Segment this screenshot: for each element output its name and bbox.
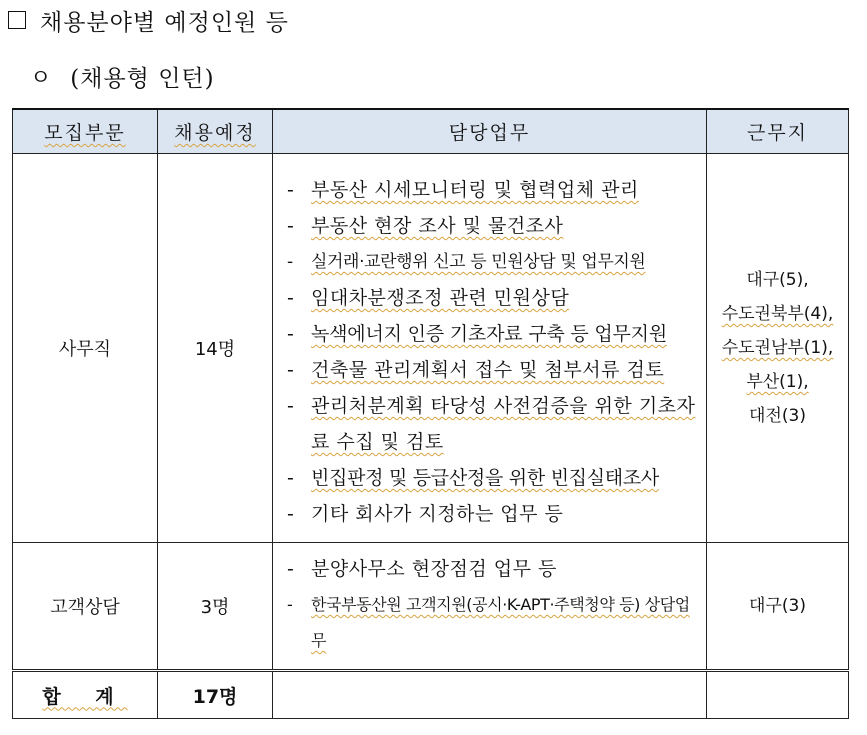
table-header-row	[13, 109, 849, 154]
sub-heading	[30, 58, 215, 94]
header-count: 채용예정	[158, 109, 273, 154]
location-item: 부산(1),	[746, 372, 809, 392]
header-duties: 담당업무	[273, 109, 707, 154]
total-row	[13, 671, 849, 719]
location-cell	[707, 543, 849, 671]
category-cell: 사무직	[13, 154, 158, 543]
duty-item: - 기타 회사가 지정하는 업무 등	[287, 496, 698, 532]
duty-item: - 녹색에너지 인증 기초자료 구축 등 업무지원	[287, 316, 698, 352]
recruitment-table	[12, 108, 849, 719]
sub-heading-text: (채용형 인턴)	[70, 65, 215, 92]
count-cell: 14명	[158, 154, 273, 543]
duties-cell	[273, 543, 707, 671]
empty-cell	[707, 671, 849, 719]
location-item: 수도권북부(4),	[721, 304, 834, 324]
checkbox-icon	[8, 11, 26, 29]
category-cell: 고객상담	[13, 543, 158, 671]
total-label: 합 계	[13, 671, 158, 719]
duty-item: - 관리처분계획 타당성 사전검증을 위한 기초자료 수집 및 검토	[287, 388, 698, 460]
duties-cell	[273, 154, 707, 543]
bullet-icon: ㅇ	[30, 65, 53, 91]
table-row	[13, 543, 849, 671]
duty-item: - 한국부동산원 고객지원(공시·K-APT·주택청약 등) 상담업무	[287, 587, 698, 659]
header-location: 근무지	[707, 109, 849, 154]
location-cell	[707, 154, 849, 543]
location-item: 대구(5),	[746, 270, 809, 290]
duty-item: - 건축물 관리계획서 접수 및 첨부서류 검토	[287, 352, 698, 388]
empty-cell	[273, 671, 707, 719]
total-count: 17명	[158, 671, 273, 719]
duty-item: - 부동산 시세모니터링 및 협력업체 관리	[287, 172, 698, 208]
duty-list	[273, 543, 706, 669]
section-heading	[8, 2, 289, 38]
table-row	[13, 154, 849, 543]
header-category: 모집부문	[13, 109, 158, 154]
duty-item: - 부동산 현장 조사 및 물건조사	[287, 208, 698, 244]
section-heading-text: 채용분야별 예정인원 등	[40, 9, 289, 36]
duty-item: - 실거래·교란행위 신고 등 민원상담 및 업무지원	[287, 244, 698, 280]
location-item: 수도권남부(1),	[721, 338, 834, 358]
duty-item: - 임대차분쟁조정 관련 민원상담	[287, 280, 698, 316]
count-cell: 3명	[158, 543, 273, 671]
location-item: 대구(3)	[749, 596, 806, 616]
duty-list	[273, 154, 706, 542]
duty-item: - 빈집판정 및 등급산정을 위한 빈집실태조사	[287, 460, 698, 496]
location-item: 대전(3)	[749, 406, 806, 426]
duty-item: - 분양사무소 현장점검 업무 등	[287, 551, 698, 587]
